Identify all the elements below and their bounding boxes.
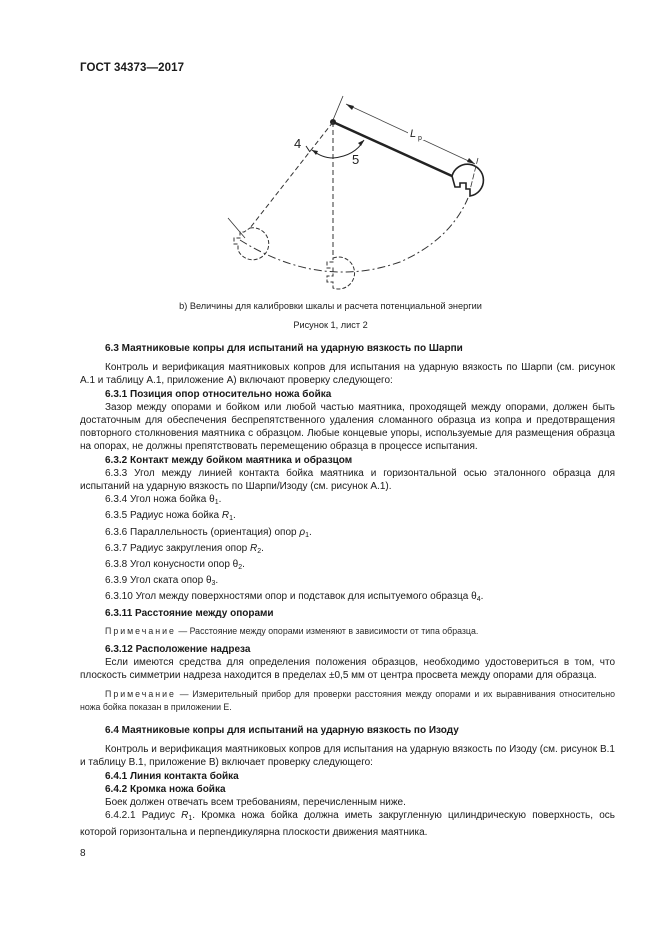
subsection-6-3-3-text: 6.3.3 Угол между линией контакта бойка маятника и горизонтальной осью эталонного образца для испытаний на ударную вязкость по Шарпи/Изоду (см. рисунок А.1). — [80, 467, 615, 493]
subsection-heading-6-3-12: 6.3.12 Расположение надреза — [105, 644, 251, 656]
svg-text:L: L — [410, 128, 417, 140]
section-heading-6-4: 6.4 Маятниковые копры для испытаний на ударную вязкость по Изоду — [105, 725, 459, 737]
note-6-3-12: Примечание — Измерительный прибор для проверки расстояния между опорами и их выравнивания относительно ножа бойка показан в приложении Е. — [80, 688, 615, 712]
document-body — [80, 340, 615, 839]
section-6-3-intro: Контроль и верификация маятниковых копров для испытания на ударную вязкость по Шарпи (см. рисунок А.1 и таблицу А.1, приложение А) включают проверку следующего: — [80, 362, 615, 387]
pendulum-diagram — [200, 90, 520, 300]
subsection-heading-6-4-2: 6.4.2 Кромка ножа бойка — [105, 783, 226, 795]
svg-text:p: p — [418, 135, 422, 142]
figure-title: Рисунок 1, лист 2 — [293, 320, 368, 330]
figure-caption: b) Величины для калибровки шкалы и расчета потенциальной энергии — [179, 301, 482, 311]
subsection-6-3-1-text: Зазор между опорами и бойком или любой частью маятника, проходящей между опорами, должен быть достаточным для обеспечения беспрепятственного удаления сломанного образца из копра и предотвращения повторного столкновения маятника с образцом. Любые концевые упоры, используемые для размещения образца на опорах, не должны препятствовать перемещению образца в процессе испытания. — [80, 401, 615, 453]
page-number: 8 — [80, 848, 86, 859]
list-item-6-3-8: 6.3.8 Угол конусности опор $\theta_2$. — [105, 559, 245, 572]
subsection-6-4-2-text: Боек должен отвечать всем требованиям, перечисленным ниже. — [105, 797, 406, 809]
document-header: ГОСТ 34373—2017 — [80, 62, 185, 74]
section-heading-6-3: 6.3 Маятниковые копры для испытаний на ударную вязкость по Шарпи — [105, 343, 463, 354]
subsection-heading-6-4-1: 6.4.1 Линия контакта бойка — [105, 770, 239, 782]
list-item-6-3-7: 6.3.7 Радиус закругления опор $R_2$. — [105, 542, 264, 555]
subsection-6-4-2-1-text: 6.4.2.1 Радиус $R_1$. Кромка ножа бойка должна иметь закругленную цилиндрическую поверхность, ось которой горизонтальна и перпендикулярна плоскости движения маятника. — [80, 810, 615, 838]
list-item-6-3-9: 6.3.9 Угол ската опор $\theta_3$. — [105, 575, 219, 588]
subsection-heading-6-3-1: 6.3.1 Позиция опор относительно ножа бойка — [105, 388, 332, 400]
list-item-6-3-10: 6.3.10 Угол между поверхностями опор и подставок для испытуемого образца $\theta_4$. — [105, 591, 484, 604]
list-item-6-3-6: 6.3.6 Параллельность (ориентация) опор $\rho_1$. — [105, 526, 312, 539]
subsection-heading-6-3-2: 6.3.2 Контакт между бойком маятника и образцом — [105, 454, 353, 466]
svg-text:4: 4 — [294, 136, 302, 151]
subsection-6-3-12-text: Если имеются средства для определения положения образцов, необходимо удостовериться в том, что плоскость симметрии надреза находится в пределах ±0,5 мм от центра просвета между опорами для образца. — [80, 657, 615, 682]
list-item-6-3-5: 6.3.5 Радиус ножа бойка $R_1$. — [105, 510, 236, 523]
svg-text:5: 5 — [352, 152, 360, 167]
section-6-4-intro: Контроль и верификация маятниковых копров для испытания на ударную вязкость по Изоду (см. рисунок В.1 и таблицу В.1, приложение В) включает проверку следующего: — [80, 744, 615, 769]
subsection-heading-6-3-11: 6.3.11 Расстояние между опорами — [105, 607, 274, 619]
list-item-6-3-4: 6.3.4 Угол ножа бойка $\theta_1$. — [105, 494, 222, 507]
note-6-3-11: Примечание — Расстояние между опорами изменяют в зависимости от типа образца. — [105, 625, 479, 636]
